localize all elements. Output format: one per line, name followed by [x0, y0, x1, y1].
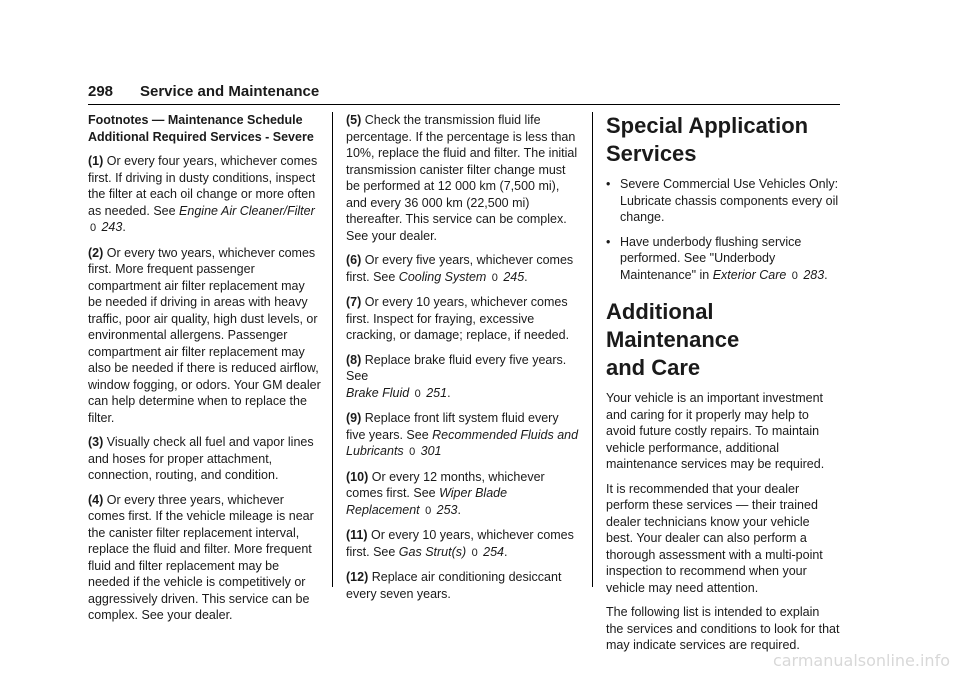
list-item: • Severe Commercial Use Vehicles Only: Lubricate chassis components every oil change.	[606, 177, 839, 224]
footnote-8: (8) Replace brake fluid every five years. See Brake Fluid 0 251.	[346, 352, 580, 403]
footnote-4: (4) Or every three years, whichever comes first. If the vehicle mileage is near the canister filter replacement interval, replace the fluid and filter. More frequent fluid and filter replacement may be needed if the vehicle is competitively or aggressively driven. This service can be complex. See your dealer.	[88, 492, 314, 622]
page-reference-link[interactable]: 254	[483, 544, 504, 559]
page-reference-link[interactable]: 245	[503, 269, 525, 284]
column-divider	[592, 112, 593, 587]
cross-reference-link[interactable]: Exterior Care	[712, 267, 787, 282]
cross-reference-link[interactable]: Recommended Fluids and Lubricants	[346, 427, 579, 458]
footnotes-heading: Footnotes — Maintenance Schedule Additional Required Services - Severe	[88, 113, 314, 144]
footnote-7: (7) Or every 10 years, whichever comes first. Inspect for fraying, excessive cracking, or damage; replace, if needed.	[346, 295, 570, 342]
page-reference-icon: 0	[409, 446, 416, 458]
page-reference-icon: 0	[89, 222, 97, 234]
special-services-list	[606, 176, 840, 284]
header-divider	[88, 104, 840, 105]
column-footnotes-2	[346, 112, 580, 610]
cross-reference-link[interactable]: Gas Strut(s)	[398, 544, 467, 559]
page-reference-link[interactable]: 301	[420, 444, 442, 458]
paragraph: It is recommended that your dealer perform these services — their trained dealer technicians know your vehicle best. Your dealer can also perform a thorough assessment with a multi-point inspection to recommend when your vehicle may need attention.	[606, 481, 823, 595]
watermark: carmanualsonline.info	[772, 651, 950, 670]
cross-reference-link[interactable]: Brake Fluid	[346, 385, 410, 400]
cross-reference-link[interactable]: Engine Air Cleaner/Filter	[179, 203, 315, 218]
column-footnotes-1	[88, 112, 322, 632]
footnote-9: (9) Replace front lift system fluid every five years. See Recommended Fluids and Lubricants 0 301	[346, 410, 580, 461]
page-reference-link[interactable]: 253	[436, 502, 458, 517]
paragraph: Your vehicle is an important investment and caring for it properly may help to avoid future costly repairs. To maintain vehicle performance, additional maintenance services may be required.	[606, 391, 825, 471]
footnote-5: (5) Check the transmission fluid life percentage. If the percentage is less than 10%, replace the fluid and filter. The initial transmission canister filter change must be performed at 12 000 km (7,500 mi), and every 36 000 km (22,500 mi) thereafter. This service can be complex. See your dealer.	[346, 113, 578, 243]
cross-reference-link[interactable]: Wiper Blade Replacement	[346, 486, 508, 517]
footnote-2: (2) Or every two years, whichever comes first. More frequent passenger compartment air filter replacement may be needed if driving in areas with heavy traffic, poor air quality, high dust levels, or environmental allergens. Passenger compartment air filter replacement may also be needed if there is reduced airflow, window fogging, or odors. Your GM dealer can help determine when to replace the filter.	[88, 245, 321, 425]
page-reference-icon: 0	[414, 387, 421, 400]
page-header	[88, 83, 840, 103]
footnote-1: (1) Or every four years, whichever comes first. If driving in dusty conditions, inspect the filter at each oil change or more often as needed. See Engine Air Cleaner/Filter 0 243.	[88, 153, 322, 237]
page-reference-icon: 0	[471, 546, 478, 559]
page-reference-icon: 0	[425, 504, 432, 517]
section-title: Service and Maintenance	[140, 83, 320, 100]
list-item: • Have underbody flushing service performed. See "Underbody Maintenance" in Exterior Care 0 283.	[606, 234, 840, 285]
paragraph: The following list is intended to explain the services and conditions to look for that may indicate services are required.	[606, 605, 840, 652]
page-reference-link[interactable]: 251	[426, 385, 448, 400]
special-application-services-title: Special Application Services	[606, 113, 809, 166]
bullet-icon: •	[606, 177, 611, 191]
page-reference-link[interactable]: 283	[803, 267, 825, 282]
footnote-10: (10) Or every 12 months, whichever comes first. See Wiper Blade Replacement 0 253.	[346, 469, 580, 520]
page-reference-icon: 0	[791, 269, 798, 282]
bullet-icon: •	[606, 234, 611, 249]
page-reference-icon: 0	[491, 271, 498, 284]
page-reference-link[interactable]: 243	[101, 220, 123, 234]
page-number: 298	[88, 83, 114, 100]
column-divider	[332, 112, 333, 587]
cross-reference-link[interactable]: Cooling System	[398, 269, 487, 284]
footnote-11: (11) Or every 10 years, whichever comes first. See Gas Strut(s) 0 254.	[346, 527, 580, 561]
footnote-6: (6) Or every five years, whichever comes first. See Cooling System 0 245.	[346, 252, 580, 286]
footnote-3: (3) Visually check all fuel and vapor lines and hoses for proper attachment, connection, routing, and condition.	[88, 435, 314, 482]
additional-maintenance-title: Additional Maintenance and Care	[606, 299, 740, 380]
column-special-services	[606, 112, 840, 662]
footnote-12: (12) Replace air conditioning desiccant every seven years.	[346, 570, 562, 601]
